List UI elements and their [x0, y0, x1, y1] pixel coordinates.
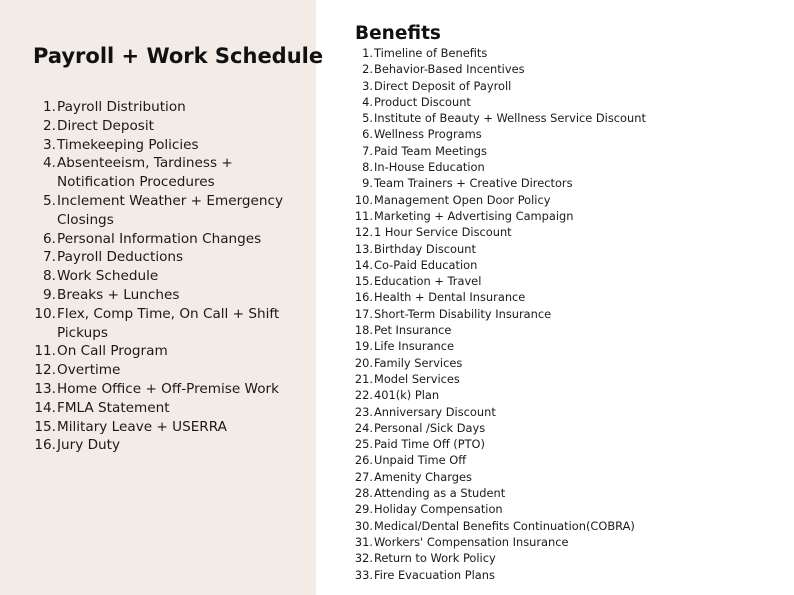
payroll-list-item [34, 98, 310, 117]
benefits-list-item [354, 289, 784, 305]
payroll-list-item [34, 267, 310, 286]
payroll-list-item [34, 361, 310, 380]
benefits-list-item [354, 485, 784, 501]
list-item-number: 20. [354, 355, 373, 370]
payroll-list-item [34, 192, 310, 230]
list-item-number: 17. [354, 306, 373, 321]
benefits-list-item [354, 518, 784, 534]
list-item-text: Timeline of Benefits [374, 46, 488, 60]
payroll-list [34, 98, 310, 455]
list-item-number: 13. [34, 380, 56, 397]
list-item-number: 4. [362, 94, 373, 109]
list-item-text: Wellness Programs [374, 127, 482, 142]
list-item-text: Team Trainers + Creative Directors [374, 176, 573, 191]
list-item-text: Paid Team Meetings [374, 143, 487, 158]
list-item-text: Pet Insurance [374, 323, 452, 338]
list-item-text: Work Schedule [57, 268, 159, 285]
list-item-text: Co-Paid Education [374, 257, 478, 272]
benefits-list-item [354, 175, 784, 191]
list-item-number: 14. [34, 399, 56, 416]
list-item-text: Life Insurance [374, 339, 455, 354]
benefits-list-item [354, 241, 784, 257]
list-item-number: 8. [43, 268, 56, 285]
benefits-list-item [354, 224, 784, 240]
benefits-list-item [354, 338, 784, 354]
list-item-number: 15. [354, 274, 373, 289]
list-item-number: 12. [354, 225, 373, 240]
list-item-text: Unpaid Time Off [374, 453, 467, 468]
payroll-panel [0, 0, 324, 595]
list-item-number: 6. [362, 127, 373, 142]
list-item-number: 29. [354, 502, 373, 517]
list-item-number: 5. [43, 192, 56, 209]
payroll-list-item [34, 305, 310, 343]
list-item-text: Holiday Compensation [374, 502, 503, 517]
list-item-text: Timekeeping Policies [57, 136, 199, 153]
list-item-text: Family Services [374, 355, 463, 370]
list-item-number: 22. [354, 388, 373, 403]
payroll-list-item [34, 117, 310, 136]
list-item-text: Anniversary Discount [374, 404, 496, 419]
list-item-number: 11. [354, 208, 373, 223]
list-item-text: 1 Hour Service Discount [374, 225, 512, 240]
list-item-text: Personal /Sick Days [374, 420, 486, 435]
list-item-number: 2. [43, 117, 56, 134]
list-item-number: 32. [354, 551, 373, 566]
list-item-number: 11. [34, 343, 56, 360]
benefits-list-item [354, 501, 784, 517]
list-item-text: Payroll Distribution [57, 99, 186, 115]
payroll-list-item [34, 399, 310, 418]
list-item-number: 18. [354, 323, 373, 338]
list-item-number: 10. [34, 305, 56, 322]
list-item-number: 7. [43, 249, 56, 266]
benefits-list-item [354, 192, 784, 208]
list-item-number: 7. [362, 143, 373, 158]
benefits-list-item [354, 110, 784, 126]
benefits-list-item [354, 126, 784, 142]
list-item-number: 3. [362, 78, 373, 93]
benefits-list-item [354, 387, 784, 403]
benefits-list-item [354, 273, 784, 289]
list-item-text: Breaks + Lunches [57, 286, 180, 303]
list-item-number: 14. [354, 257, 373, 272]
list-item-number: 16. [354, 290, 373, 305]
benefits-list-item [354, 322, 784, 338]
list-item-text: Health + Dental Insurance [374, 290, 526, 305]
list-item-number: 12. [34, 362, 56, 379]
list-item-text: 401(k) Plan [374, 388, 440, 403]
list-item-number: 8. [362, 160, 373, 175]
list-item-number: 25. [354, 437, 373, 452]
list-item-number: 31. [354, 534, 373, 549]
list-item-number: 26. [354, 453, 373, 468]
list-item-text: Birthday Discount [374, 241, 476, 256]
list-item-text: Marketing + Advertising Campaign [374, 208, 574, 223]
payroll-list-item [34, 136, 310, 155]
benefits-list-item [354, 78, 784, 94]
benefits-list-item [354, 208, 784, 224]
list-item-text: Amenity Charges [374, 469, 472, 484]
list-item-number: 1. [362, 46, 373, 60]
benefits-list-item [354, 257, 784, 273]
benefits-list-item [354, 567, 784, 583]
list-item-text: Personal Information Changes [57, 230, 262, 247]
list-item-text: Workers' Compensation Insurance [374, 534, 569, 549]
list-item-number: 9. [43, 286, 56, 303]
list-item-number: 4. [43, 155, 56, 172]
list-item-text: Direct Deposit [57, 117, 154, 134]
list-item-text: Flex, Comp Time, On Call + Shift Pickups [57, 305, 280, 341]
payroll-list-item [34, 436, 310, 455]
benefits-list-item [354, 550, 784, 566]
list-item-text: FMLA Statement [57, 399, 170, 416]
list-item-text: Return to Work Policy [374, 551, 496, 566]
benefits-list-item [354, 61, 784, 77]
payroll-list-item [34, 380, 310, 399]
list-item-text: Jury Duty [57, 437, 121, 454]
list-item-number: 21. [354, 371, 373, 386]
benefits-list-item [354, 534, 784, 550]
list-item-number: 23. [354, 404, 373, 419]
list-item-text: Management Open Door Policy [374, 192, 551, 207]
payroll-list-item [34, 342, 310, 361]
list-item-number: 19. [354, 339, 373, 354]
benefits-list-item [354, 404, 784, 420]
list-item-number: 24. [354, 420, 373, 435]
list-item-number: 1. [43, 99, 56, 115]
list-item-text: Fire Evacuation Plans [374, 567, 495, 582]
list-item-text: Short-Term Disability Insurance [374, 306, 552, 321]
list-item-number: 33. [354, 567, 373, 582]
list-item-text: Product Discount [374, 94, 471, 109]
benefits-list-item [354, 45, 784, 61]
benefits-list-item [354, 159, 784, 175]
list-item-text: Attending as a Student [374, 486, 506, 501]
list-item-text: On Call Program [57, 343, 168, 360]
benefits-list-item [354, 436, 784, 452]
benefits-list-item [354, 452, 784, 468]
list-item-text: Education + Travel [374, 274, 482, 289]
list-item-number: 30. [354, 518, 373, 533]
list-item-number: 15. [34, 418, 56, 435]
list-item-number: 2. [362, 62, 373, 77]
list-item-number: 27. [354, 469, 373, 484]
list-item-text: Institute of Beauty + Wellness Service Discount [374, 111, 646, 126]
list-item-text: Medical/Dental Benefits Continuation(COBRA) [374, 518, 635, 533]
list-item-number: 10. [354, 192, 373, 207]
payroll-list-item [34, 230, 310, 249]
list-item-number: 3. [43, 136, 56, 153]
benefits-list-item [354, 469, 784, 485]
benefits-list-item [354, 306, 784, 322]
payroll-title: Payroll + Work Schedule [33, 44, 324, 68]
payroll-list-item [34, 154, 310, 192]
list-item-text: In-House Education [374, 160, 485, 175]
payroll-list-item [34, 248, 310, 267]
list-item-number: 16. [34, 437, 56, 454]
benefits-list-item [354, 420, 784, 436]
list-item-text: Home Office + Off-Premise Work [57, 380, 279, 397]
list-item-text: Absenteeism, Tardiness + Notification Procedures [57, 155, 233, 191]
payroll-list-item [34, 418, 310, 437]
list-item-text: Overtime [57, 362, 121, 379]
list-item-number: 9. [362, 176, 373, 191]
payroll-list-item [34, 286, 310, 305]
list-item-text: Direct Deposit of Payroll [374, 78, 512, 93]
list-item-text: Paid Time Off (PTO) [374, 437, 485, 452]
list-item-text: Behavior-Based Incentives [374, 62, 525, 77]
benefits-list-item [354, 355, 784, 371]
benefits-list [354, 45, 784, 583]
list-item-number: 5. [362, 111, 373, 126]
list-item-number: 13. [354, 241, 373, 256]
list-item-text: Payroll Deductions [57, 249, 184, 266]
benefits-list-item [354, 94, 784, 110]
benefits-list-item [354, 371, 784, 387]
list-item-number: 28. [354, 486, 373, 501]
benefits-list-item [354, 143, 784, 159]
list-item-text: Military Leave + USERRA [57, 418, 227, 435]
list-item-text: Model Services [374, 371, 460, 386]
benefits-title: Benefits [355, 23, 441, 44]
list-item-number: 6. [43, 230, 56, 247]
list-item-text: Inclement Weather + Emergency Closings [57, 192, 284, 228]
